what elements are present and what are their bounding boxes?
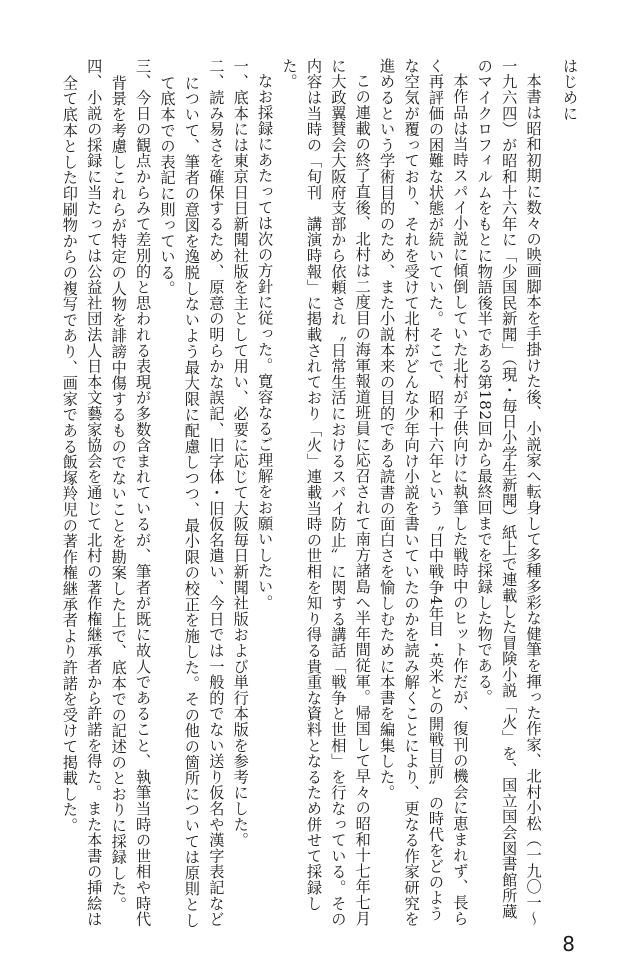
paragraph-background: 本作品は当時スパイ小説に傾倒していた北村が子供向けに執筆した戦時中のヒット作だが、復刊の機会に恵まれず、長らく再評価の困難な状態が続いていた。そこで、昭和十六年という〝日中戦争4年目・英米との開戦目前〟の時代をどのような空気が覆っており、それを受けて北村がどんな少年向け小説を書いていたのかを読み解くことにより、更なる作家研究を進めるという学術目的のため、また小説本来の目的である読書の面白さを愉しむために本書を編集した。 bbox=[378, 58, 470, 927]
policy-item-2: 二、読み易さを確保するため、原意の明らかな誤記、旧字体・旧仮名遣い、今日では一般的でない送り仮名や漢字表記などについて、筆者の意図を逸脱しないよう最大限に配慮しつつ、最小限の校正を施した。その他の箇所については原則として底本での表記に則っている。 bbox=[158, 58, 226, 928]
section-heading: はじめに bbox=[561, 58, 579, 122]
paragraph-policy-lead: なお採録にあたっては次の方針に従った。寛容なるご理解をお願いしたい。 bbox=[256, 73, 275, 611]
policy-item-3: 三、今日の観点からみて差別的と思われる表現が多数含まれているが、筆者が既に故人であること、執筆当時の世相や時代背景を考慮しこれらが特定の人物を誹謗中傷するものでないことを勘案した上で、底本での記述のとおりに採録した。 bbox=[109, 58, 153, 927]
vertical-text-body bbox=[60, 58, 582, 930]
paragraph-lecture: この連載の終了直後、北村は二度目の海軍報道班員に応召されて南方諸島へ半年間従軍。帰国して早々の昭和十七年七月に大政翼賛会大阪府支部から依頼され〝日常生活におけるスパイ防止〟に関する講話「戦争と世相」を行なっている。その内容は当時の「旬刊 講演時報」に掲載されており「火」連載当時の世相を知り得る貴重な資料となるため併せて採録した。 bbox=[280, 58, 372, 927]
paragraph-intro: 本書は昭和初期に数々の映画脚本を手掛けた後、小説家へ転身して多種多彩な健筆を揮った作家、北村小松（一九〇一〜一九六四）が昭和十六年に「少国民新聞」（現・毎日小学生新聞）紙上で連載した冒険小説「火」を、国立国会図書館所蔵のマイクロフィルムをもとに物語後半である第182回から最終回までを採録した物である。 bbox=[475, 58, 543, 927]
policy-item-1: 一、底本には東京日日新聞社版を主として用い、必要に応じて大阪毎日新聞社版および単行本版を参考にした。 bbox=[231, 58, 250, 848]
page-number: 8 bbox=[562, 932, 575, 956]
policy-item-4: 四、小説の採録に当たっては公益社団法人日本文藝家協会を通じて北村の著作権継承者から許諾を得た。また本書の挿絵は全て底本とした印刷物からの複写であり、画家である飯塚羚児の著作権継承者より許諾を受けて掲載した。 bbox=[60, 58, 104, 927]
